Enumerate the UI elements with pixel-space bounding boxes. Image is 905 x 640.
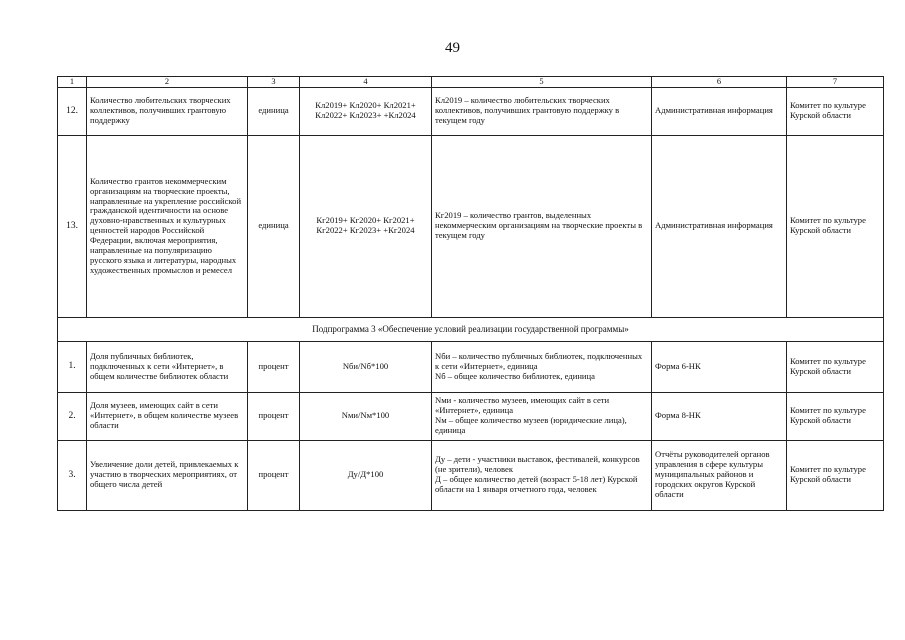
formula: Nми/Nм*100 (300, 392, 432, 440)
column-number-row (58, 77, 884, 88)
responsible: Комитет по культуре Курской области (787, 341, 884, 392)
data-source: Административная информация (652, 87, 787, 135)
indicator-name: Количество любительских творческих коллективов, получивших грантовую поддержку (87, 87, 248, 135)
column-header: 5 (432, 77, 652, 88)
row-number: 2. (58, 392, 87, 440)
method: Nби – количество публичных библиотек, подключенных к сети «Интернет», единица Nб – общее количество библиотек, единица (432, 341, 652, 392)
table-row (58, 135, 884, 317)
formula: Ду/Д*100 (300, 440, 432, 510)
formula-line: Кл2019+ Кл2020+ Кл2021+ (315, 100, 416, 111)
column-header: 1 (58, 77, 87, 88)
data-source: Форма 8-НК (652, 392, 787, 440)
method: Кг2019 – количество грантов, выделенных некоммерческим организациям на творческие проекты в текущем году (432, 135, 652, 317)
column-header: 6 (652, 77, 787, 88)
row-number: 12. (58, 87, 87, 135)
indicator-name: Увеличение доли детей, привлекаемых к участию в творческих мероприятиях, от общего числа детей (87, 440, 248, 510)
unit: единица (248, 87, 300, 135)
row-number: 1. (58, 341, 87, 392)
indicator-name: Доля музеев, имеющих сайт в сети «Интернет», в общем количестве музеев области (87, 392, 248, 440)
formula-line: Кл2022+ Кл2023+ +Кл2024 (315, 110, 416, 121)
formula-line: Кг2022+ Кг2023+ +Кг2024 (316, 225, 415, 236)
indicator-name: Доля публичных библиотек, подключенных к сети «Интернет», в общем количестве библиотек области (87, 341, 248, 392)
indicators-table (57, 76, 884, 511)
row-number: 3. (58, 440, 87, 510)
method: Кл2019 – количество любительских творческих коллективов, получивших грантовую поддержку в текущем году (432, 87, 652, 135)
column-header: 7 (787, 77, 884, 88)
indicator-name: Количество грантов некоммерческим организациям на творческие проекты, направленные на укрепление российской гражданской идентичности на основе духовно-нравственных и культурных ценностей народов Российской Федерации, включая мероприятия, направленные на популяризацию русского языка и литературы, народных художественных промыслов и ремесел (87, 135, 248, 317)
unit: единица (248, 135, 300, 317)
formula: Nби/Nб*100 (300, 341, 432, 392)
subprogram-row (58, 317, 884, 341)
responsible: Комитет по культуре Курской области (787, 135, 884, 317)
data-source: Административная информация (652, 135, 787, 317)
unit: процент (248, 392, 300, 440)
data-source: Форма 6-НК (652, 341, 787, 392)
responsible: Комитет по культуре Курской области (787, 87, 884, 135)
table-row (58, 392, 884, 440)
responsible: Комитет по культуре Курской области (787, 392, 884, 440)
table-row (58, 440, 884, 510)
responsible: Комитет по культуре Курской области (787, 440, 884, 510)
column-header: 4 (300, 77, 432, 88)
formula-line: Кг2019+ Кг2020+ Кг2021+ (316, 215, 415, 226)
data-source: Отчёты руководителей органов управления в сфере культуры муниципальных районов и городских округов Курской области (652, 440, 787, 510)
page-number: 49 (445, 40, 460, 56)
table-row (58, 341, 884, 392)
column-header: 2 (87, 77, 248, 88)
unit: процент (248, 440, 300, 510)
unit: процент (248, 341, 300, 392)
row-number: 13. (58, 135, 87, 317)
column-header: 3 (248, 77, 300, 88)
method: Nми - количество музеев, имеющих сайт в сети «Интернет», единица Nм – общее количество музеев (юридические лица), единица (432, 392, 652, 440)
table-row (58, 87, 884, 135)
method: Ду – дети - участники выставок, фестивалей, конкурсов (не зрители), человек Д – общее количество детей (возраст 5-18 лет) Курской области на 1 января отчетного года, человек (432, 440, 652, 510)
subprogram-title: Подпрограмма 3 «Обеспечение условий реализации государственной программы» (58, 317, 884, 341)
formula (300, 87, 432, 135)
formula (300, 135, 432, 317)
